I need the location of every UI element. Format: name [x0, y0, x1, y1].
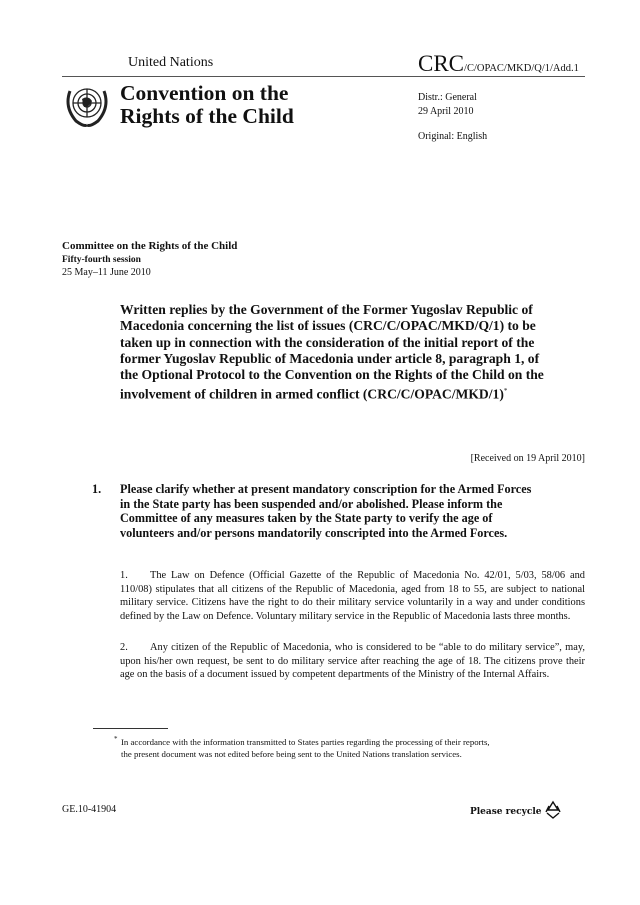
title-line-2: Rights of the Child — [120, 104, 294, 128]
paragraph — [120, 569, 585, 623]
title-line-1: Convention on the — [120, 81, 289, 105]
distribution: Distr.: General — [418, 92, 477, 103]
question-number: 1. — [92, 482, 102, 496]
session-dates: 25 May–11 June 2010 — [62, 267, 151, 278]
committee-name: Committee on the Rights of the Child — [62, 240, 238, 252]
paragraph — [120, 641, 585, 682]
symbol-main: CRC — [418, 51, 465, 76]
organization-name: United Nations — [128, 55, 214, 70]
un-emblem-icon — [62, 81, 112, 129]
session-name: Fifty-fourth session — [62, 255, 141, 265]
recycle-icon — [543, 800, 563, 823]
footnote-rule — [93, 728, 168, 729]
paragraph-text: Any citizen of the Republic of Macedonia, who is considered to be “able to do military service”, may, upon his/her own request, be sent to do military service after reaching the age of 18. The citizens prove their age on the basis of a document issued by competent departments of the Ministry of the Internal Affairs. — [120, 642, 585, 680]
recycle-label: Please recycle — [470, 806, 542, 817]
paragraph-number: 1. — [120, 570, 128, 581]
document-heading — [120, 302, 555, 403]
job-number: GE.10-41904 — [62, 804, 117, 815]
convention-title — [120, 82, 380, 128]
footnote-reference[interactable]: * — [503, 387, 508, 396]
symbol-suffix: /C/OPAC/MKD/Q/1/Add.1 — [464, 63, 579, 74]
original-language: Original: English — [418, 131, 488, 142]
paragraph-text: The Law on Defence (Official Gazette of the Republic of Macedonia No. 42/01, 5/03, 58/06 and 110/08) stipulates that all citizens of the Republic of Macedonia, aged from 18 to 55, are subject to national military service. Citizens have the right to do their military service voluntarily in a way and under conditions defined by the Law on Defence. Voluntary military service in the Republic of Macedonia lasts three months. — [120, 570, 585, 622]
question-text: Please clarify whether at present mandatory conscription for the Armed Forces in the State party has been suspended and/or abolished. Please inform the Committee of any measures taken by the State party to verify the age of volunteers and/or persons mandatorily conscripted into the Armed Forces. — [120, 482, 532, 541]
header-rule — [62, 76, 585, 77]
heading-text: Written replies by the Government of the Former Yugoslav Republic of Macedonia concerning the list of issues (CRC/C/OPAC/MKD/Q/1) to be taken up in connection with the consideration of the initial report of the former Yugoslav Republic of Macedonia under article 8, paragraph 1, of the Optional Protocol to the Convention on the Rights of the Child on the involvement of children in armed conflict (CRC/C/OPAC/MKD/1) — [120, 302, 544, 403]
footnote-mark: * — [114, 735, 118, 743]
document-symbol — [418, 51, 579, 77]
please-recycle — [470, 800, 563, 823]
received-date: [Received on 19 April 2010] — [470, 453, 585, 464]
paragraph-number: 2. — [120, 642, 128, 653]
footnote-text: In accordance with the information transmitted to States parties regarding the processing of their reports, the present document was not edited before being sent to the United Nations translation services. — [121, 737, 490, 759]
document-date: 29 April 2010 — [418, 106, 474, 117]
